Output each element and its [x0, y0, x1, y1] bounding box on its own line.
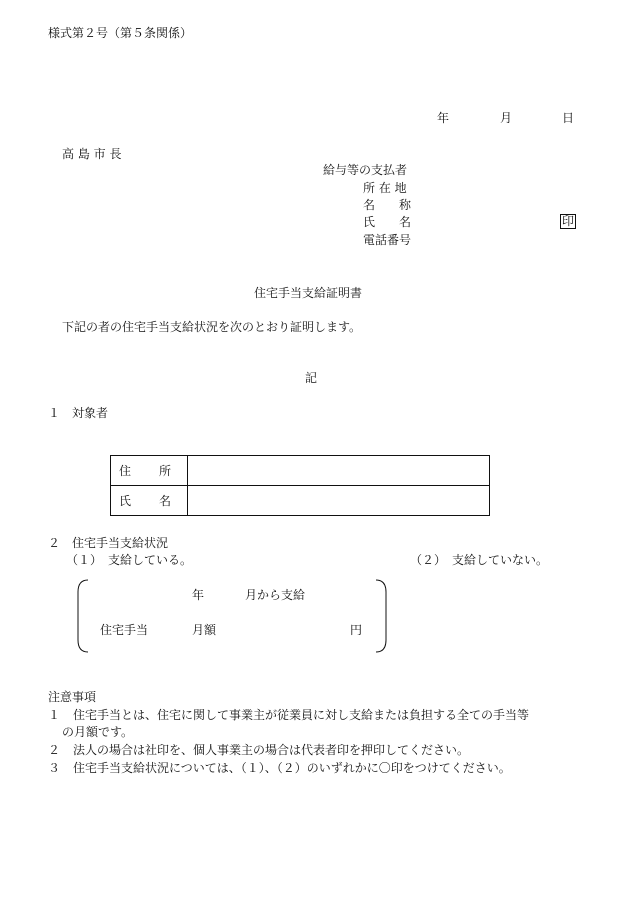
document-title: 住宅手当支給証明書 [254, 286, 363, 300]
date-month-label: 月 [500, 111, 513, 125]
payer-heading: 給与等の支払者 [323, 163, 408, 177]
table-row [111, 486, 490, 516]
payer-address-label: 所 在 地 [363, 181, 407, 195]
allowance-label: 住宅手当 [100, 623, 149, 637]
name-label: 氏 名 [111, 486, 188, 516]
date-year-label: 年 [437, 111, 450, 125]
note-number: ３ [48, 761, 61, 775]
section2-heading: ２ 住宅手当支給状況 [48, 536, 169, 550]
start-month-text: 月から支給 [245, 588, 306, 602]
payer-phone-label: 電話番号 [363, 233, 412, 247]
ki-heading: 記 [305, 371, 318, 385]
section1-heading: １ 対象者 [48, 406, 109, 420]
note-number: １ [48, 708, 61, 722]
target-person-table [110, 455, 490, 516]
address-value[interactable] [188, 456, 490, 486]
monthly-amount-label: 月額 [192, 623, 217, 637]
note-number: ２ [48, 743, 61, 757]
note-text-continued: の月額です。 [62, 725, 134, 739]
table-row [111, 456, 490, 486]
form-number: 様式第２号（第５条関係） [48, 26, 193, 40]
notes-heading: 注意事項 [48, 690, 97, 704]
note-text: 法人の場合は社印を、個人事業主の場合は代表者印を押印してください。 [73, 743, 470, 757]
payer-person-label: 氏 名 [363, 215, 412, 229]
intro-text: 下記の者の住宅手当支給状況を次のとおり証明します。 [62, 320, 362, 334]
address-label: 住 所 [111, 456, 188, 486]
option-supplied[interactable]: （１） 支給している。 [66, 553, 193, 567]
addressee: 高 島 市 長 [62, 147, 122, 161]
right-bracket [372, 578, 392, 654]
left-bracket [72, 578, 92, 654]
date-day-label: 日 [562, 111, 575, 125]
payer-name-label: 名 称 [363, 198, 412, 212]
start-year-unit: 年 [192, 588, 205, 602]
note-text: 住宅手当とは、住宅に関して事業主が従業員に対し支給または負担する全ての手当等 [73, 708, 530, 722]
yen-unit: 円 [350, 623, 363, 637]
option-not-supplied[interactable]: （２） 支給していない。 [410, 553, 549, 567]
note-text: 住宅手当支給状況については、（１）、（２）のいずれかに〇印をつけてください。 [73, 761, 511, 775]
seal-mark: 印 [562, 214, 575, 228]
name-value[interactable] [188, 486, 490, 516]
